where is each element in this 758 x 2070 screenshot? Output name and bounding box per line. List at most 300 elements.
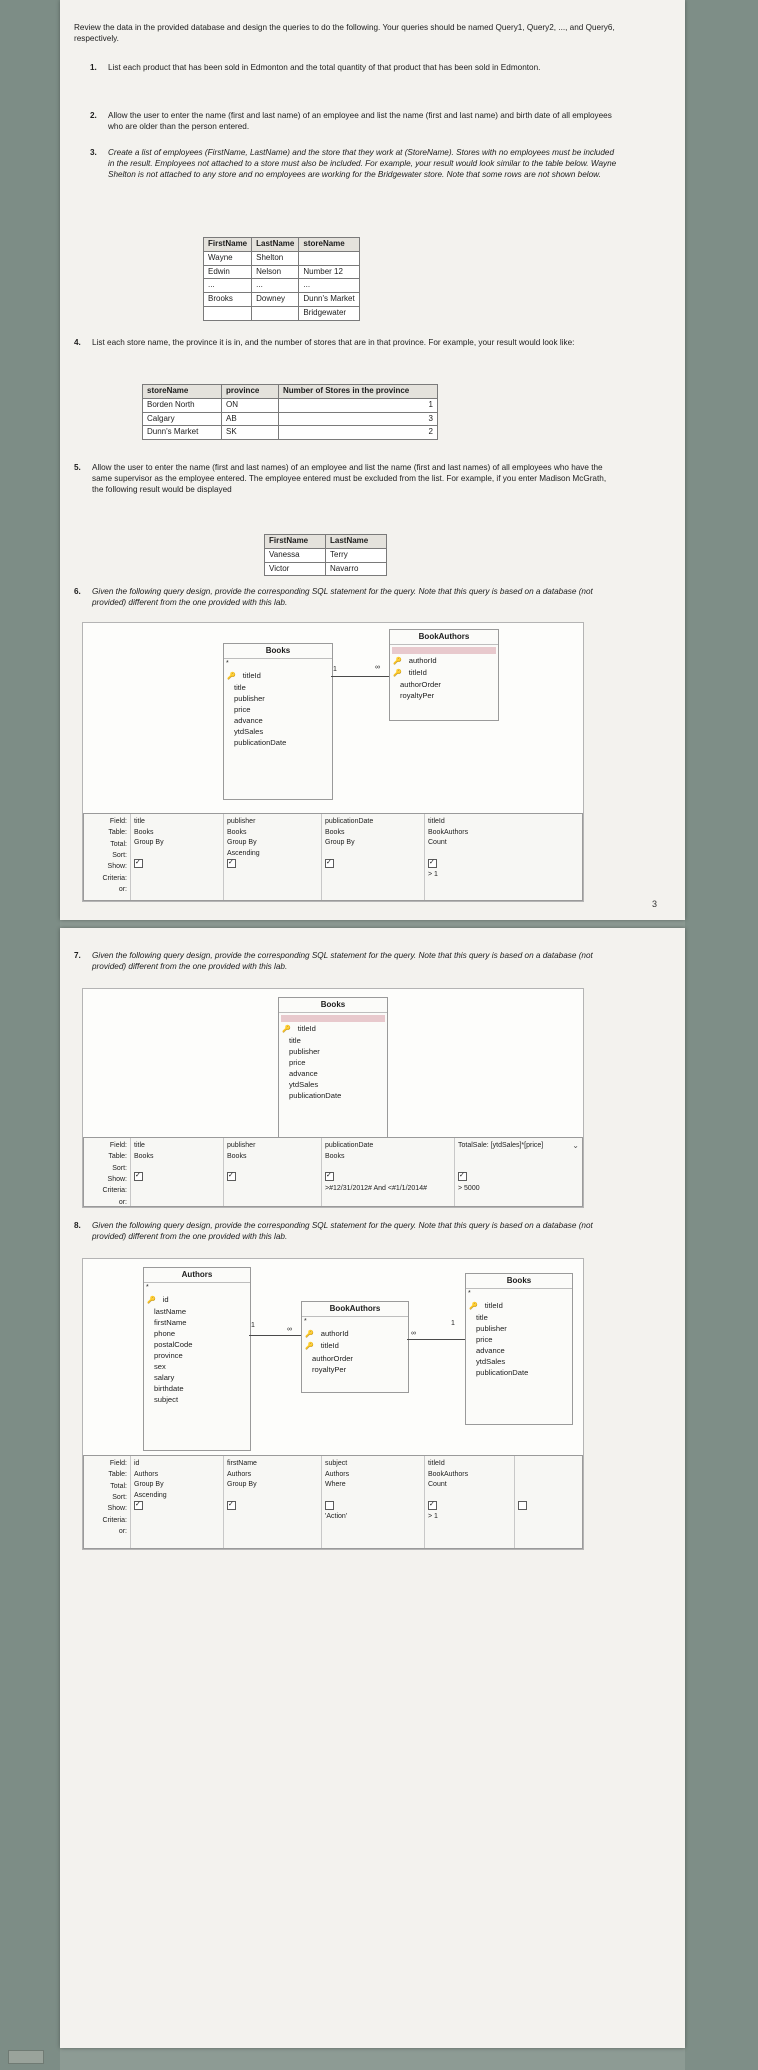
relationship-line [331,676,389,677]
cell-or[interactable] [515,1522,583,1533]
cell-or[interactable] [224,1193,322,1204]
cell-show [425,1501,515,1512]
field-label: titleId [408,667,427,677]
cell-or[interactable] [131,1522,224,1533]
cell: ... [252,279,299,293]
cell-field[interactable]: TotalSale: [ytdSales]*[price] [458,1142,544,1149]
table-row [204,279,360,293]
field-label: publisher [289,1046,320,1056]
cell-total[interactable]: Group By [134,1481,164,1489]
field-row [234,693,326,704]
cell-table[interactable]: Authors [227,1470,252,1478]
field-label: id [162,1295,169,1305]
q4-col-count: Number of Stores in the province [279,385,438,399]
cell: 3 [279,412,438,426]
field-row [154,1317,244,1328]
cell-table[interactable]: Books [325,828,345,836]
cell-or[interactable] [224,880,322,891]
query6-column-4[interactable] [424,814,525,900]
cell-or[interactable] [322,1193,455,1204]
question-5-number: 5. [74,463,81,472]
cell-field[interactable] [515,1458,583,1469]
field-label: royaltyPer [400,691,435,701]
key-icon: 🔑 [393,657,402,665]
cell-or[interactable] [425,880,525,891]
field-row [305,1328,402,1340]
cell: Brooks [204,293,252,307]
q4-example-table [142,384,438,440]
relationship-line-2 [407,1339,465,1340]
table-row [143,426,438,440]
field-row [147,1294,244,1306]
field-label: salary [154,1373,175,1383]
cell-sort[interactable]: Ascending [227,850,260,858]
cell: Victor [265,562,326,576]
query8-column-5[interactable] [514,1456,583,1548]
show-checkbox[interactable] [227,1172,236,1181]
field-label: publicationDate [476,1368,529,1378]
cell-criteria[interactable]: > 1 [428,871,438,879]
field-label: firstName [154,1318,187,1328]
field-row [154,1372,244,1383]
table-title: BookAuthors [390,630,498,645]
grid-label-table: Table: [108,1471,127,1479]
field-row [400,690,492,701]
table-field-list [279,1023,387,1105]
cell-total[interactable]: Count [428,839,447,847]
field-label: titleId [242,671,261,681]
cell-or[interactable] [322,880,425,891]
field-label: authorOrder [312,1353,353,1363]
field-label: price [289,1057,306,1067]
cell-criteria[interactable] [224,1183,322,1194]
cell-show [322,1501,425,1512]
key-icon: 🔑 [305,1331,314,1339]
cell-criteria[interactable] [515,1511,583,1522]
grid-label-total: Total: [110,1482,127,1490]
cell-sort[interactable] [322,1490,425,1501]
page-right-margin [685,0,758,2070]
grid-label-show: Show: [107,1505,127,1513]
question-2-number: 2. [90,111,97,120]
field-label: publisher [476,1324,507,1334]
cell-table[interactable]: BookAuthors [428,828,469,836]
cell-field[interactable]: id [134,1460,140,1467]
query7-column-2[interactable] [223,1138,322,1206]
cell-total[interactable]: Where [325,1481,346,1489]
query7-grid-pane[interactable] [83,1137,583,1207]
cell-field[interactable]: title [134,1142,145,1149]
cell-table[interactable]: Authors [325,1470,350,1478]
table-header-row [143,385,438,399]
cell-table[interactable]: Books [134,828,154,836]
field-label: publicationDate [289,1090,342,1100]
question-8-text: Given the following query design, provide the corresponding SQL statement for the query. Note that this query is based on a database (not provided) different from the one provided with this lab. [92,1221,593,1242]
cell-show [131,1501,224,1512]
cell-criteria[interactable] [224,869,322,880]
grid-label-table: Table: [108,1153,127,1161]
q3-col-storename: storeName [299,238,359,252]
field-label: ytdSales [289,1079,319,1089]
cell-sort[interactable]: Ascending [134,1492,167,1500]
show-checkbox[interactable] [428,859,437,868]
show-checkbox[interactable] [325,859,334,868]
cell: SK [222,426,279,440]
cell-criteria[interactable]: > 5000 [458,1184,480,1192]
field-label: titleId [297,1023,316,1033]
field-row [476,1334,566,1345]
cell-table[interactable]: Books [227,1152,247,1160]
question-3-text: Create a list of employees (FirstName, LastName) and the store that they work at (StoreName). Stores with no employees must be included in the result. Employees not attached to a store must also be included. For example, your result would look similar to the table below. Wayne Shelton is not attached to any store and no employees are working for the Bridgewater store. Note that some rows are not shown below. [108,148,617,180]
field-label: advance [476,1346,505,1356]
table-title: Authors [144,1268,250,1283]
show-checkbox[interactable] [134,1172,143,1181]
cell-table[interactable] [515,1469,583,1480]
grid-row-labels [84,1138,130,1208]
intro-paragraph: Review the data in the provided database and design the queries to do the following. Your queries should be named Query1, Query2, ..., and Query6, respectively. [74,23,615,44]
key-icon: 🔑 [227,673,236,681]
field-label: title [234,683,246,693]
query8-table-authors[interactable] [143,1267,251,1451]
question-1-text: List each product that has been sold in Edmonton and the total quantity of that product that has been sold in Edmonton. [108,63,541,72]
cell-show [131,859,224,870]
cell: 2 [279,426,438,440]
cell-field[interactable]: subject [325,1460,348,1467]
grid-label-field: Field: [109,1460,127,1467]
cell-or[interactable] [322,1522,425,1533]
cell-criteria[interactable] [131,1511,224,1522]
grid-label-show: Show: [107,1175,127,1183]
query8-table-bookauthors[interactable] [301,1301,409,1393]
cell-criteria[interactable] [131,869,224,880]
cell-sort[interactable] [322,1161,455,1172]
field-row [154,1339,244,1350]
field-row [227,670,326,682]
table-header-row [265,535,387,549]
grid-label-criteria: Criteria: [102,1187,127,1195]
query6-column-3[interactable] [321,814,425,900]
cell-field[interactable]: titleId [428,818,445,825]
q3-col-firstname: FirstName [204,238,252,252]
cell: Terry [326,548,387,562]
cell-or[interactable] [455,1193,583,1204]
grid-label-table: Table: [108,829,127,837]
q4-table [142,384,438,440]
grid-label-show: Show: [107,863,127,871]
cell-table[interactable]: Authors [134,1470,159,1478]
question-8-number: 8. [74,1221,81,1230]
cell-show [224,1172,322,1183]
show-checkbox[interactable] [428,1501,437,1510]
grid-row-labels [84,1456,130,1537]
cell [204,306,252,320]
relationship-label-2: ∞ [287,1326,292,1333]
cell-field[interactable]: publisher [227,1142,256,1149]
key-icon: 🔑 [282,1025,291,1033]
cell-sort[interactable] [515,1490,583,1501]
query6-column-2[interactable] [223,814,322,900]
cell-sort[interactable] [425,1490,515,1501]
field-label: titleId [320,1341,339,1351]
grid-row-labels [84,814,130,895]
q5-example-table [264,534,387,576]
field-row [289,1068,381,1079]
q5-col-firstname: FirstName [265,535,326,549]
field-row [154,1328,244,1339]
key-icon: 🔑 [305,1343,314,1351]
field-row [476,1345,566,1356]
table-title: BookAuthors [302,1302,408,1317]
q3-col-lastname: LastName [252,238,299,252]
cell [252,306,299,320]
cell [299,251,359,265]
field-row [312,1353,402,1364]
cell-or[interactable] [131,880,224,891]
cell: AB [222,412,279,426]
question-3-number: 3. [90,148,97,157]
relationship-label-4: 1 [451,1320,455,1327]
cell-sort[interactable] [224,1490,322,1501]
cell-show [224,859,322,870]
table-title: Books [466,1274,572,1289]
cell-field[interactable]: firstName [227,1460,257,1467]
field-row [234,715,326,726]
query7-column-1[interactable] [130,1138,224,1206]
show-checkbox[interactable] [227,1501,236,1510]
table-field-list [144,1292,250,1409]
grid-label-or: or: [118,1527,127,1535]
cell-total[interactable] [515,1479,583,1490]
query6-table-bookauthors[interactable] [389,629,499,721]
cell-show [322,1172,455,1183]
query8-column-3[interactable] [321,1456,425,1548]
selected-field-highlight [392,647,496,654]
cell: Borden North [143,398,222,412]
question-5-text: Allow the user to enter the name (first and last names) of an employee and list the name (first and last names) of all employees who have the same supervisor as the employee entered. The employee entered must be excluded from the list. For example, if you enter Madison McGrath, the following result would be displayed [92,463,607,495]
field-row [282,1023,381,1035]
field-label: price [476,1335,493,1345]
relationship-right-label: ∞ [375,664,380,671]
field-row [234,704,326,715]
table-row [204,265,360,279]
cell: Dunn's Market [143,426,222,440]
cell-field[interactable]: title [134,818,145,825]
cell-criteria[interactable] [224,1511,322,1522]
query8-column-1[interactable] [130,1456,224,1548]
question-6-number: 6. [74,587,81,596]
show-checkbox[interactable] [518,1501,527,1510]
page-number: 3 [651,898,657,909]
show-checkbox[interactable] [325,1501,334,1510]
cell: ON [222,398,279,412]
show-checkbox[interactable] [227,859,236,868]
field-row [400,679,492,690]
cell-table[interactable]: Books [325,1152,345,1160]
cell-field[interactable]: titleId [428,1460,445,1467]
cell-table[interactable]: Books [134,1152,154,1160]
field-row [289,1090,381,1101]
table-row [265,548,387,562]
cell-table[interactable]: Books [227,828,247,836]
q3-table [203,237,360,321]
field-row [154,1394,244,1405]
cell: Navarro [326,562,387,576]
show-checkbox[interactable] [458,1172,467,1181]
relationship-label-3: ∞ [411,1330,416,1337]
scan-corner-tab [8,2050,44,2064]
cell-criteria[interactable] [322,869,425,880]
field-label: phone [154,1329,176,1339]
cell-sort[interactable] [224,1161,322,1172]
cell-show [455,1172,583,1183]
cell: ... [204,279,252,293]
query8-column-2[interactable] [223,1456,322,1548]
field-row [476,1323,566,1334]
query6-grid-pane[interactable] [83,813,583,901]
table-star-field: * [468,1289,471,1297]
query8-grid-pane[interactable] [83,1455,583,1549]
chevron-down-icon[interactable]: ⌄ [572,1141,579,1150]
relationship-left-label: 1 [333,666,337,673]
field-label: title [289,1035,301,1045]
query7-column-3[interactable] [321,1138,455,1206]
field-label: province [154,1351,183,1361]
cell-or[interactable] [224,1522,322,1533]
field-row [289,1035,381,1046]
cell: Dunn's Market [299,293,359,307]
cell-total[interactable]: Group By [134,839,164,847]
field-row [469,1300,566,1312]
table-star-field: * [304,1317,307,1325]
cell: Vanessa [265,548,326,562]
cell-criteria[interactable]: >#12/31/2012# And <#1/1/2014# [325,1184,427,1192]
cell-show [515,1501,583,1512]
table-star-field: * [146,1283,149,1291]
grid-label-sort: Sort: [112,1493,127,1501]
cell-criteria[interactable]: 'Action' [325,1513,348,1521]
cell-show [425,859,525,870]
field-label: authorOrder [400,680,441,690]
cell-sort[interactable] [322,848,425,859]
query7-column-4[interactable] [454,1138,583,1206]
field-label: subject [154,1395,179,1405]
field-row [305,1340,402,1352]
field-row [289,1079,381,1090]
grid-label-total: Total: [110,840,127,848]
query8-table-books[interactable] [465,1273,573,1425]
field-row [289,1046,381,1057]
cell-criteria[interactable]: > 1 [428,1513,438,1521]
cell-table[interactable]: BookAuthors [428,1470,469,1478]
table-header-row [204,238,360,252]
cell: Calgary [143,412,222,426]
relationship-label-1: 1 [251,1322,255,1329]
field-label: ytdSales [476,1357,506,1367]
show-checkbox[interactable] [325,1172,334,1181]
query8-column-4[interactable] [424,1456,515,1548]
table-field-list [224,668,332,752]
cell-sort[interactable] [455,1161,583,1172]
field-label: birthdate [154,1384,184,1394]
cell-total[interactable]: Group By [325,839,355,847]
table-row [204,293,360,307]
field-label: sex [154,1362,166,1372]
key-icon: 🔑 [393,669,402,677]
field-label: title [476,1313,488,1323]
cell-show [322,859,425,870]
cell: Shelton [252,251,299,265]
table-star-field: * [226,659,229,667]
question-7-number: 7. [74,951,81,960]
query6-table-books[interactable] [223,643,333,800]
field-row [154,1361,244,1372]
show-checkbox[interactable] [134,859,143,868]
cell-show [131,1172,224,1183]
cell-field[interactable]: publicationDate [325,1142,374,1149]
table-row [143,398,438,412]
grid-label-field: Field: [109,1142,127,1149]
cell-sort[interactable] [425,848,525,859]
cell: Edwin [204,265,252,279]
field-label: advance [234,716,263,726]
field-label: postalCode [154,1340,193,1350]
field-row [234,737,326,748]
field-label: price [234,705,251,715]
query7-table-books[interactable] [278,997,388,1141]
field-row [476,1312,566,1323]
cell-or[interactable] [425,1522,515,1533]
query8-design-view [82,1258,584,1550]
cell-table[interactable] [455,1151,583,1162]
cell-total[interactable]: Group By [227,839,257,847]
cell-sort[interactable] [131,1161,224,1172]
table-row [204,251,360,265]
query6-design-view [82,622,584,902]
grid-label-or: or: [118,885,127,893]
cell-field[interactable]: publicationDate [325,818,374,825]
cell-criteria[interactable] [131,1183,224,1194]
field-label: ytdSales [234,727,264,737]
q4-col-storename: storeName [143,385,222,399]
field-label: publisher [234,694,265,704]
cell-field[interactable]: publisher [227,818,256,825]
table-row [143,412,438,426]
q5-col-lastname: LastName [326,535,387,549]
field-row [154,1350,244,1361]
field-label: authorId [408,655,437,665]
cell-total[interactable]: Count [428,1481,447,1489]
field-label: royaltyPer [312,1364,347,1374]
cell-sort[interactable] [131,848,224,859]
table-title: Books [279,998,387,1013]
field-label: advance [289,1068,318,1078]
q4-col-province: province [222,385,279,399]
table-field-list [466,1298,572,1382]
field-row [476,1367,566,1378]
cell-total[interactable]: Group By [227,1481,257,1489]
grid-label-or: or: [118,1198,127,1206]
show-checkbox[interactable] [134,1501,143,1510]
key-icon: 🔑 [147,1297,156,1305]
grid-label-field: Field: [109,818,127,825]
query6-column-1[interactable] [130,814,224,900]
question-6-text: Given the following query design, provide the corresponding SQL statement for the query. Note that this query is based on a database (not provided) different from the one provided with this lab. [92,587,593,608]
grid-label-criteria: Criteria: [102,1516,127,1524]
relationship-line-1 [249,1335,301,1336]
field-label: lastName [154,1307,187,1317]
question-4-text: List each store name, the province it is in, and the number of stores that are in that province. For example, your result would look like: [92,338,575,347]
cell-or[interactable] [131,1193,224,1204]
